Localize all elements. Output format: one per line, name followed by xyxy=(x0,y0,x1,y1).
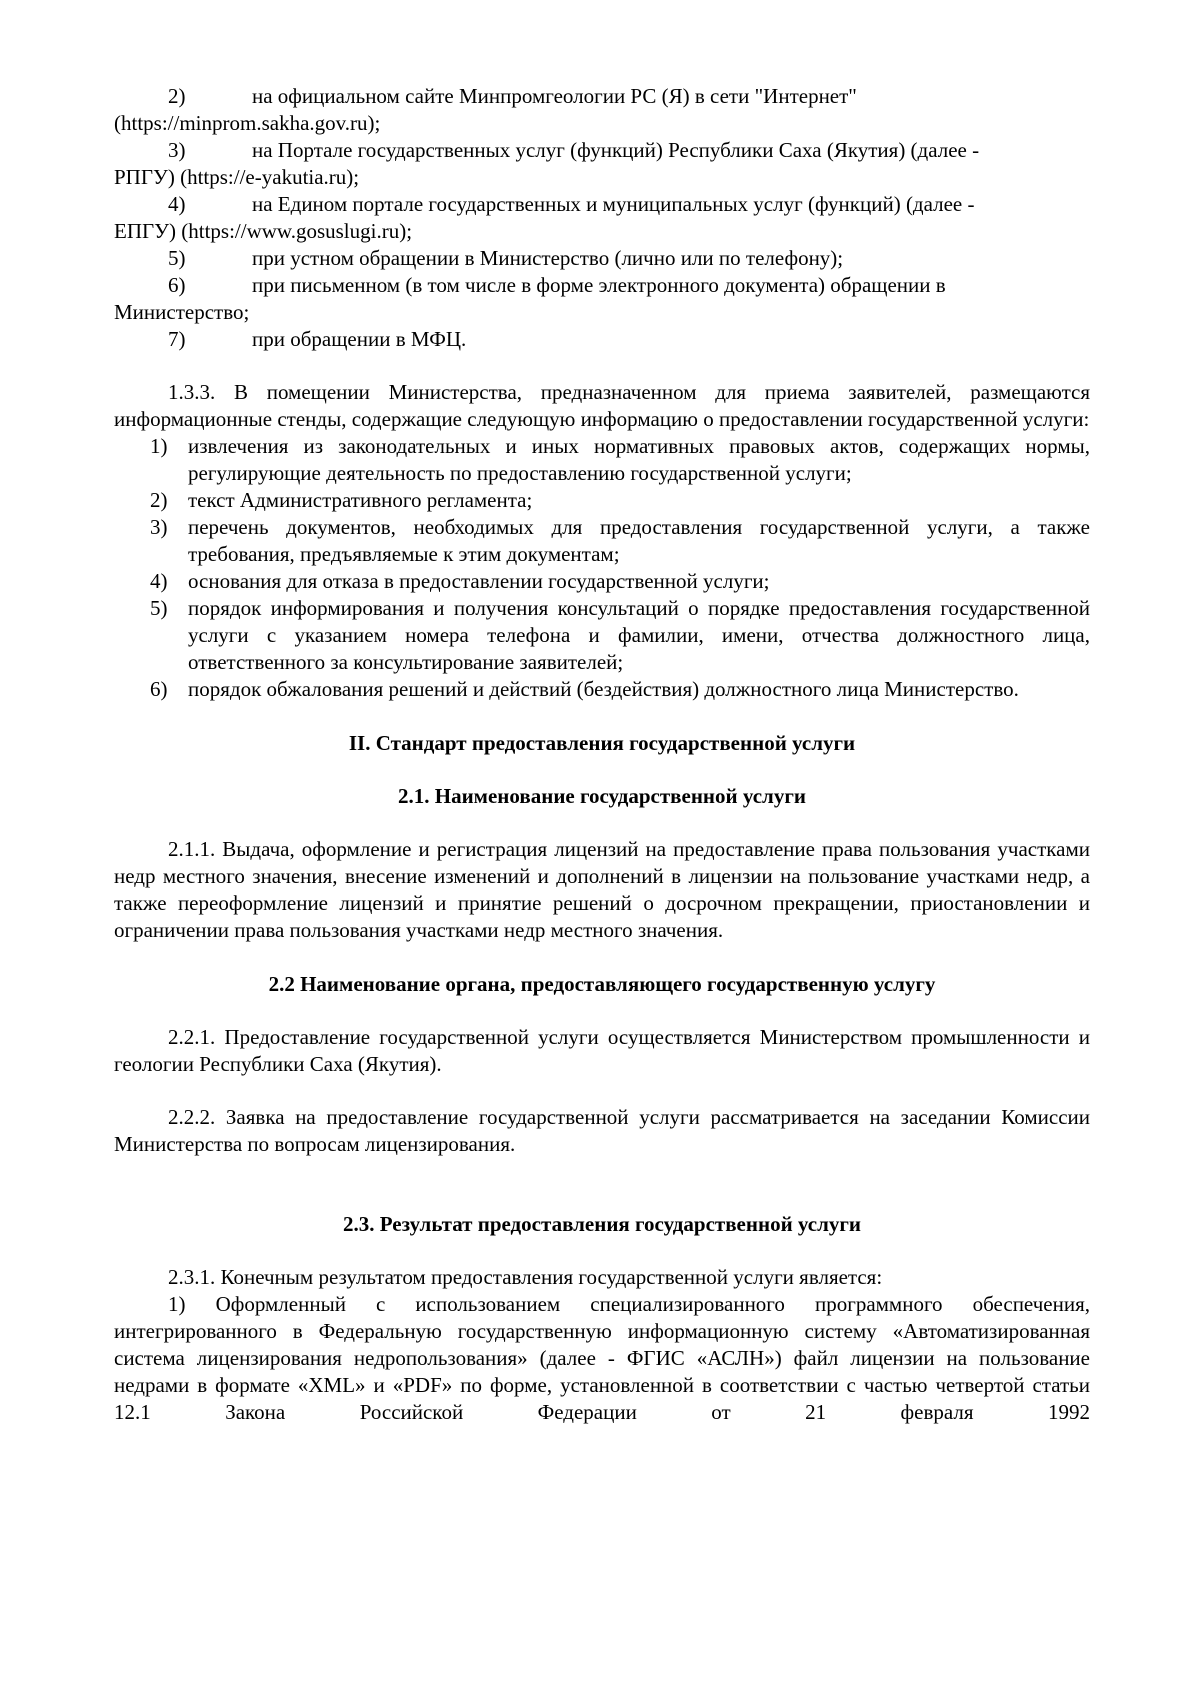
item-text: при обращении в МФЦ. xyxy=(252,327,467,351)
item-text: на Едином портале государственных и муниципальных услуг (функций) (далее - xyxy=(252,192,975,216)
item-number: 6) xyxy=(168,273,186,297)
list-item xyxy=(114,245,1090,272)
spacer xyxy=(114,1238,1090,1264)
section-heading-2-3: 2.3. Результат предоставления государственной услуги xyxy=(342,1212,862,1236)
item-number: 6) xyxy=(150,677,168,701)
paragraph-1-3-3: 1.3.3. В помещении Министерства, предназначенном для приема заявителей, размещаются информационные стенды, содержащие следующую информацию о предоставлении государственной услуги: xyxy=(114,380,1090,431)
list-item xyxy=(114,83,1090,110)
item-continuation: ЕПГУ) (https://www.gosuslugi.ru); xyxy=(114,219,413,243)
item-number: 5) xyxy=(168,246,186,270)
list-item xyxy=(114,595,1090,676)
paragraph-2-3-1-item-1: 1) Оформленный с использованием специализированного программного обеспечения, интегрированного в Федеральную государственную информационную систему «Автоматизированная система лицензирования недропользования» (далее - ФГИС «АСЛН») файл лицензии на пользование недрами в формате «XML» и «PDF» по форме, установленной в соответствии с частью четвертой статьи 12.1 Закона Российской Федерации от 21 февраля 1992 xyxy=(114,1292,1090,1424)
item-number: 5) xyxy=(150,596,168,620)
list-item xyxy=(114,433,1090,487)
section-heading-2-2: 2.2 Наименование органа, предоставляющего государственную услугу xyxy=(268,972,936,996)
item-text: порядок информирования и получения консультаций о порядке предоставления государственной услуги с указанием номера телефона и фамилии, имени, отчества должностного лица, ответственного за консультирование заявителей; xyxy=(188,596,1090,674)
item-text: на Портале государственных услуг (функций) Республики Саха (Якутия) (далее - xyxy=(252,138,980,162)
item-text: текст Административного регламента; xyxy=(188,488,533,512)
spacer xyxy=(114,1158,1090,1211)
list-item xyxy=(114,676,1090,703)
item-number: 3) xyxy=(168,138,186,162)
item-continuation: РПГУ) (https://e-yakutia.ru); xyxy=(114,165,360,189)
list-item xyxy=(114,272,1090,299)
spacer xyxy=(114,1078,1090,1104)
paragraph-2-2-2: 2.2.2. Заявка на предоставление государственной услуги рассматривается на заседании Комиссии Министерства по вопросам лицензирования. xyxy=(114,1105,1090,1156)
item-continuation: (https://minprom.sakha.gov.ru); xyxy=(114,111,381,135)
list-item xyxy=(114,191,1090,218)
info-channels-list xyxy=(114,83,1090,353)
item-number: 4) xyxy=(150,569,168,593)
list-item xyxy=(114,514,1090,568)
item-continuation: Министерство; xyxy=(114,300,250,324)
item-text: перечень документов, необходимых для предоставления государственной услуги, а также требования, предъявляемые к этим документам; xyxy=(188,515,1090,566)
spacer xyxy=(114,944,1090,971)
item-number: 1) xyxy=(150,434,168,458)
paragraph-2-1-1: 2.1.1. Выдача, оформление и регистрация лицензий на предоставление права пользования участками недр местного значения, внесение изменений и дополнений в лицензии на пользование участками недр, а также переоформление лицензий и принятие решений о досрочном прекращении, приостановлении и ограничении права пользования участками недр местного значения. xyxy=(114,837,1090,942)
spacer xyxy=(114,810,1090,836)
paragraph-2-3-1: 2.3.1. Конечным результатом предоставления государственной услуги является: xyxy=(168,1265,883,1289)
spacer xyxy=(114,353,1090,379)
section-heading-2-1: 2.1. Наименование государственной услуги xyxy=(398,784,806,808)
item-number: 2) xyxy=(168,84,186,108)
list-item xyxy=(114,568,1090,595)
spacer xyxy=(114,757,1090,783)
item-number: 7) xyxy=(168,327,186,351)
item-text: порядок обжалования решений и действий (бездействия) должностного лица Министерство. xyxy=(188,677,1019,701)
stands-info-list xyxy=(114,433,1090,703)
item-text: при письменном (в том числе в форме электронного документа) обращении в xyxy=(252,273,946,297)
item-number: 4) xyxy=(168,192,186,216)
spacer xyxy=(114,998,1090,1024)
list-item xyxy=(114,326,1090,353)
spacer xyxy=(114,703,1090,730)
list-item xyxy=(114,137,1090,164)
item-text: на официальном сайте Минпромгеологии РС (Я) в сети "Интернет" xyxy=(252,84,857,108)
paragraph-2-2-1: 2.2.1. Предоставление государственной услуги осуществляется Министерством промышленности и геологии Республики Саха (Якутия). xyxy=(114,1025,1090,1076)
item-text: извлечения из законодательных и иных нормативных правовых актов, содержащих нормы, регулирующие деятельность по предоставлению государственной услуги; xyxy=(188,434,1090,485)
section-heading-2: II. Стандарт предоставления государственной услуги xyxy=(348,731,856,755)
item-text: основания для отказа в предоставлении государственной услуги; xyxy=(188,569,770,593)
item-number: 2) xyxy=(150,488,168,512)
item-number: 3) xyxy=(150,515,168,539)
item-text: при устном обращении в Министерство (лично или по телефону); xyxy=(252,246,844,270)
list-item xyxy=(114,487,1090,514)
